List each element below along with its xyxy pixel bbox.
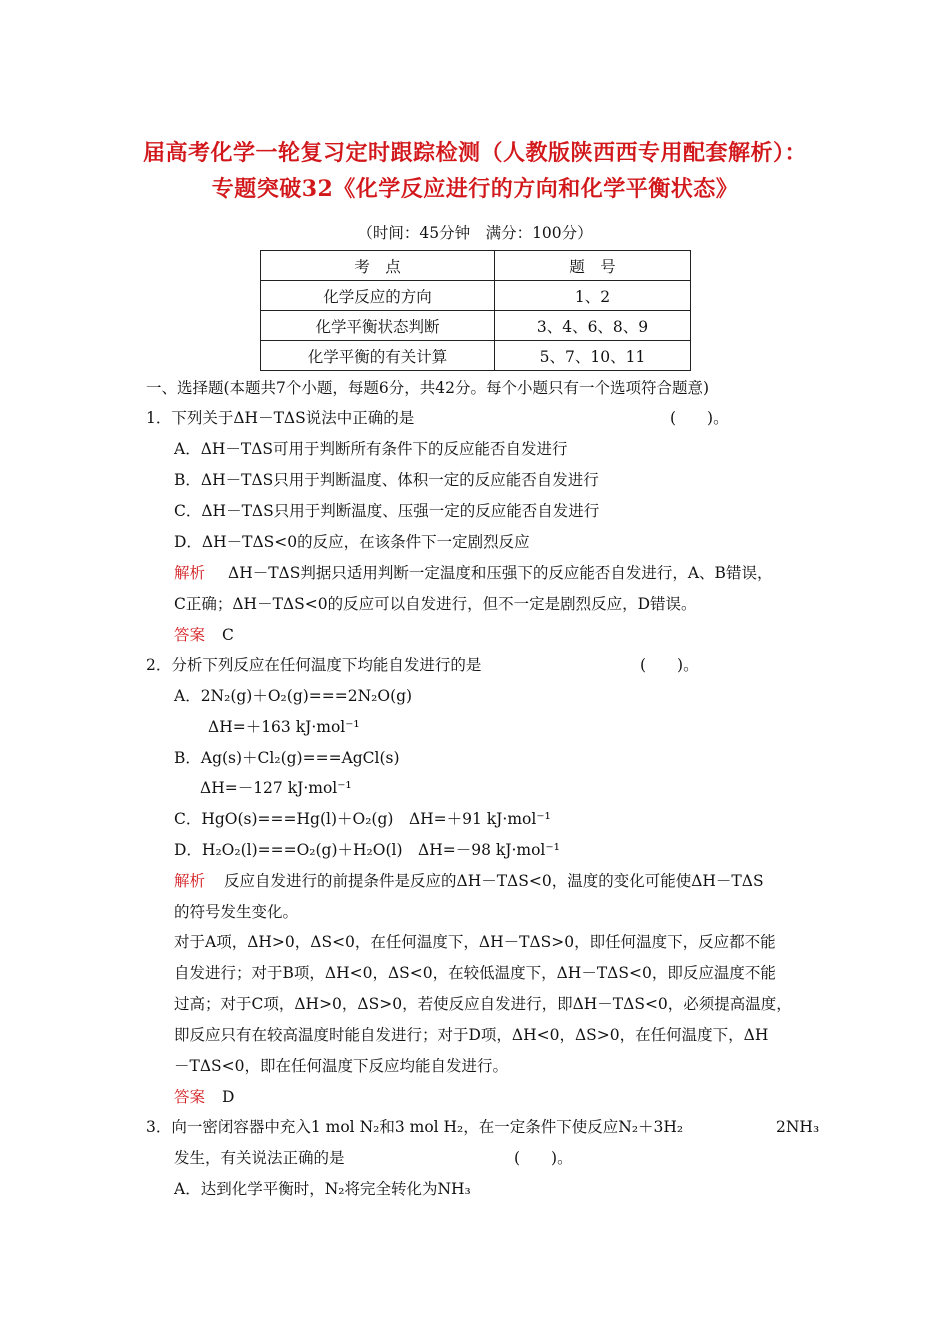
q1-option-b: B．ΔH－TΔS只用于判断温度、体积一定的反应能否自发进行	[174, 471, 599, 489]
q2-analysis-line-1: 反应自发进行的前提条件是反应的ΔH－TΔS<0，温度的变化可能使ΔH－TΔS	[224, 872, 764, 890]
table-cell: 化学反应的方向	[261, 281, 495, 311]
q3-answer-blank: ( )。	[514, 1149, 573, 1167]
table-cell: 化学平衡状态判断	[261, 311, 495, 341]
q2-analysis-line-6: 即反应只有在较高温度时能自发进行；对于D项，ΔH<0，ΔS>0，在任何温度下，ΔH	[174, 1026, 769, 1044]
q2-analysis-line-2: 的符号发生变化。	[174, 903, 299, 921]
table-row	[261, 311, 691, 341]
q3-stem-line-2: 发生，有关说法正确的是	[174, 1149, 345, 1167]
q3-option-a: A．达到化学平衡时，N₂将完全转化为NH₃	[174, 1180, 471, 1198]
q2-analysis-line-3: 对于A项，ΔH>0，ΔS<0，在任何温度下，ΔH－TΔS>0，即任何温度下，反应都不能	[174, 933, 776, 951]
q2-answer-label: 答案	[174, 1088, 206, 1106]
q3-stem-line-1: 3．向一密闭容器中充入1 mol N₂和3 mol H₂，在一定条件下使反应N₂＋3H₂	[146, 1118, 684, 1136]
q2-answer-blank: ( )。	[640, 656, 699, 674]
q1-option-d: D．ΔH－TΔS<0的反应，在该条件下一定剧烈反应	[174, 533, 530, 551]
q2-option-c: C．HgO(s)===Hg(l)＋O₂(g) ΔH=＋91 kJ·mol⁻¹	[174, 810, 551, 828]
q1-stem: 1．下列关于ΔH－TΔS说法中正确的是	[146, 409, 415, 427]
q2-answer: D	[222, 1088, 235, 1106]
q2-option-a-equation: A．2N₂(g)＋O₂(g)===2N₂O(g)	[174, 687, 413, 705]
q2-option-b-enthalpy: ΔH=－127 kJ·mol⁻¹	[200, 779, 352, 797]
q2-analysis-line-4: 自发进行；对于B项，ΔH<0，ΔS<0，在较低温度下，ΔH－TΔS<0，即反应温度不能	[174, 964, 776, 982]
q1-answer-blank: ( )。	[670, 409, 729, 427]
table-header-cell: 题 号	[495, 251, 691, 281]
q2-stem: 2．分析下列反应在任何温度下均能自发进行的是	[146, 656, 482, 674]
table-row	[261, 341, 691, 371]
table-cell: 化学平衡的有关计算	[261, 341, 495, 371]
document-title-line-1: 届高考化学一轮复习定时跟踪检测（人教版陕西西专用配套解析）：	[142, 140, 807, 166]
table-header-row	[261, 251, 691, 281]
table-cell: 5、7、10、11	[495, 341, 691, 371]
q2-option-d: D．H₂O₂(l)===O₂(g)＋H₂O(l) ΔH=－98 kJ·mol⁻¹	[174, 841, 560, 859]
q1-option-c: C．ΔH－TΔS只用于判断温度、压强一定的反应能否自发进行	[174, 502, 600, 520]
q1-answer-label: 答案	[174, 626, 206, 644]
q1-analysis-line-1: ΔH－TΔS判据只适用判断一定温度和压强下的反应能否自发进行，A、B错误，	[228, 564, 773, 582]
q3-product: 2NH₃	[776, 1118, 820, 1136]
q2-option-b-equation: B．Ag(s)＋Cl₂(g)===AgCl(s)	[174, 749, 400, 767]
q2-analysis-line-7: －TΔS<0，即在任何温度下反应均能自发进行。	[174, 1057, 509, 1075]
q1-answer: C	[222, 626, 234, 644]
table-cell: 1、2	[495, 281, 691, 311]
q2-option-a-enthalpy: ΔH=＋163 kJ·mol⁻¹	[208, 718, 360, 736]
q1-analysis-label: 解析	[174, 564, 206, 582]
section-heading: 一、选择题(本题共7个小题，每题6分，共42分。每个小题只有一个选项符合题意)	[146, 379, 710, 397]
q1-analysis-line-2: C正确；ΔH－TΔS<0的反应可以自发进行，但不一定是剧烈反应，D错误。	[174, 595, 697, 613]
time-info: （时间：45分钟 满分：100分）	[357, 224, 593, 242]
table-header-cell: 考 点	[261, 251, 495, 281]
q2-analysis-line-5: 过高；对于C项，ΔH>0，ΔS>0，若使反应自发进行，即ΔH－TΔS<0，必须提高温度，	[174, 995, 792, 1013]
document-title-line-2: 专题突破32《化学反应进行的方向和化学平衡状态》	[211, 176, 739, 202]
q2-analysis-label: 解析	[174, 872, 206, 890]
topic-table	[260, 250, 691, 371]
table-cell: 3、4、6、8、9	[495, 311, 691, 341]
table-row	[261, 281, 691, 311]
q1-option-a: A．ΔH－TΔS可用于判断所有条件下的反应能否自发进行	[174, 440, 568, 458]
